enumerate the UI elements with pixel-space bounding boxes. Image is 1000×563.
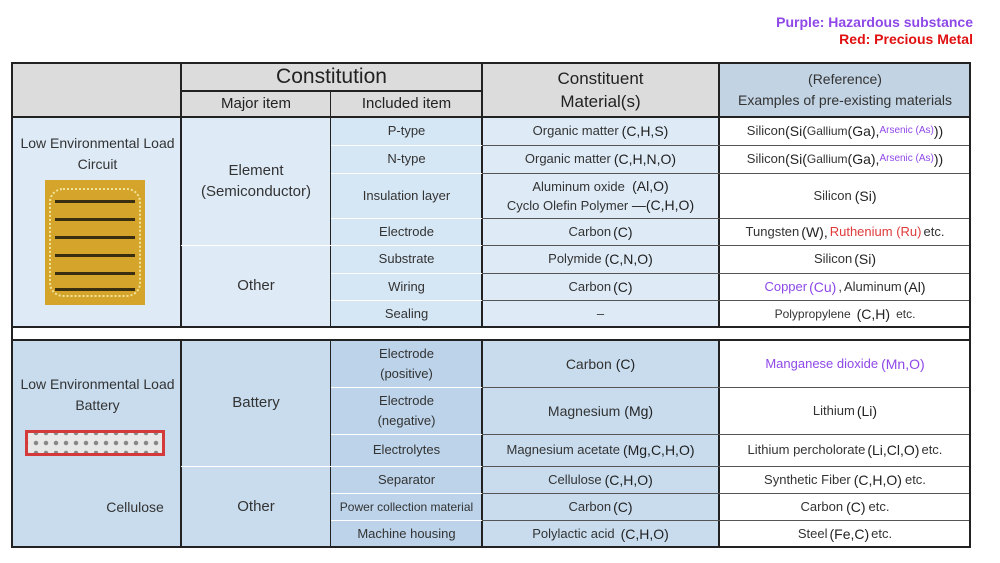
legend-precious: Red: Precious Metal <box>839 31 973 47</box>
circuit-major-other: Other <box>181 245 331 327</box>
table-frame <box>11 62 971 548</box>
circuit-reference: Silicon (Si( Gallium (Ga), Arsenic (As) )) <box>719 145 971 173</box>
circuit-item: Wiring <box>331 273 482 300</box>
battery-reference: Lithium percholorate (Li,Cl,O) etc. <box>719 434 971 466</box>
battery-item: Machine housing <box>331 520 482 548</box>
header-included-item: Included item <box>331 91 482 117</box>
battery-material: Magnesium (Mg) <box>482 387 719 434</box>
battery-material: Cellulose (C,H,O) <box>482 466 719 493</box>
circuit-item: Insulation layer <box>331 173 482 218</box>
circuit-item: Sealing <box>331 300 482 327</box>
circuit-material: Aluminum oxide (Al,O) Cyclo Olefin Polymer —(C,H,O) <box>482 173 719 218</box>
header-major-item: Major item <box>181 91 331 117</box>
circuit-item: N-type <box>331 145 482 173</box>
battery-item: Electrode (positive) <box>331 340 482 387</box>
battery-major-other: Other <box>181 466 331 548</box>
battery-label: Low Environmental Load Battery <box>20 376 175 413</box>
circuit-reference: Tungsten (W), Ruthenium (Ru) etc. <box>719 218 971 245</box>
circuit-reference: Polypropylene (C,H) etc. <box>719 300 971 327</box>
header-constitution: Constitution <box>181 62 482 91</box>
circuit-reference: Copper (Cu) , Aluminum (Al) <box>719 273 971 300</box>
circuit-item: Substrate <box>331 245 482 273</box>
header-constituent-line1: Constituent <box>557 68 644 88</box>
battery-extra-label: Cellulose <box>106 499 164 515</box>
circuit-material: Carbon (C) <box>482 218 719 245</box>
battery-item: Separator <box>331 466 482 493</box>
battery-reference: Synthetic Fiber (C,H,O) etc. <box>719 466 971 493</box>
battery-major-battery: Battery <box>181 340 331 466</box>
header-reference-line1: (Reference) <box>808 70 882 87</box>
battery-reference: Steel (Fe,C) etc. <box>719 520 971 548</box>
legend <box>776 14 973 48</box>
battery-reference: Carbon (C) etc. <box>719 493 971 520</box>
circuit-material: Polymide (C,N,O) <box>482 245 719 273</box>
circuit-item: P-type <box>331 117 482 145</box>
circuit-material: Organic matter (C,H,N,O) <box>482 145 719 173</box>
battery-material: Carbon (C) <box>482 493 719 520</box>
header-reference-line2: Examples of pre-existing materials <box>738 91 952 108</box>
circuit-material: – <box>482 300 719 327</box>
circuit-label: Low Environmental Load Circuit <box>20 135 175 172</box>
battery-item: Power collection material <box>331 493 482 520</box>
circuit-material: Carbon (C) <box>482 273 719 300</box>
circuit-reference: Silicon (Si) <box>719 173 971 218</box>
battery-material: Polylactic acid (C,H,O) <box>482 520 719 548</box>
circuit-material: Organic matter (C,H,S) <box>482 117 719 145</box>
circuit-major-element: Element (Semiconductor) <box>181 117 331 245</box>
circuit-item: Electrode <box>331 218 482 245</box>
battery-reference: Manganese dioxide (Mn,O) <box>719 340 971 387</box>
circuit-reference: Silicon (Si( Gallium (Ga), Arsenic (As) )) <box>719 117 971 145</box>
battery-reference: Lithium (Li) <box>719 387 971 434</box>
battery-material: Magnesium acetate (Mg,C,H,O) <box>482 434 719 466</box>
legend-hazardous: Purple: Hazardous substance <box>776 14 973 30</box>
header-constituent-line2: Material(s) <box>560 91 641 111</box>
battery-material: Carbon (C) <box>482 340 719 387</box>
circuit-reference: Silicon (Si) <box>719 245 971 273</box>
battery-item: Electrode (negative) <box>331 387 482 434</box>
battery-item: Electrolytes <box>331 434 482 466</box>
